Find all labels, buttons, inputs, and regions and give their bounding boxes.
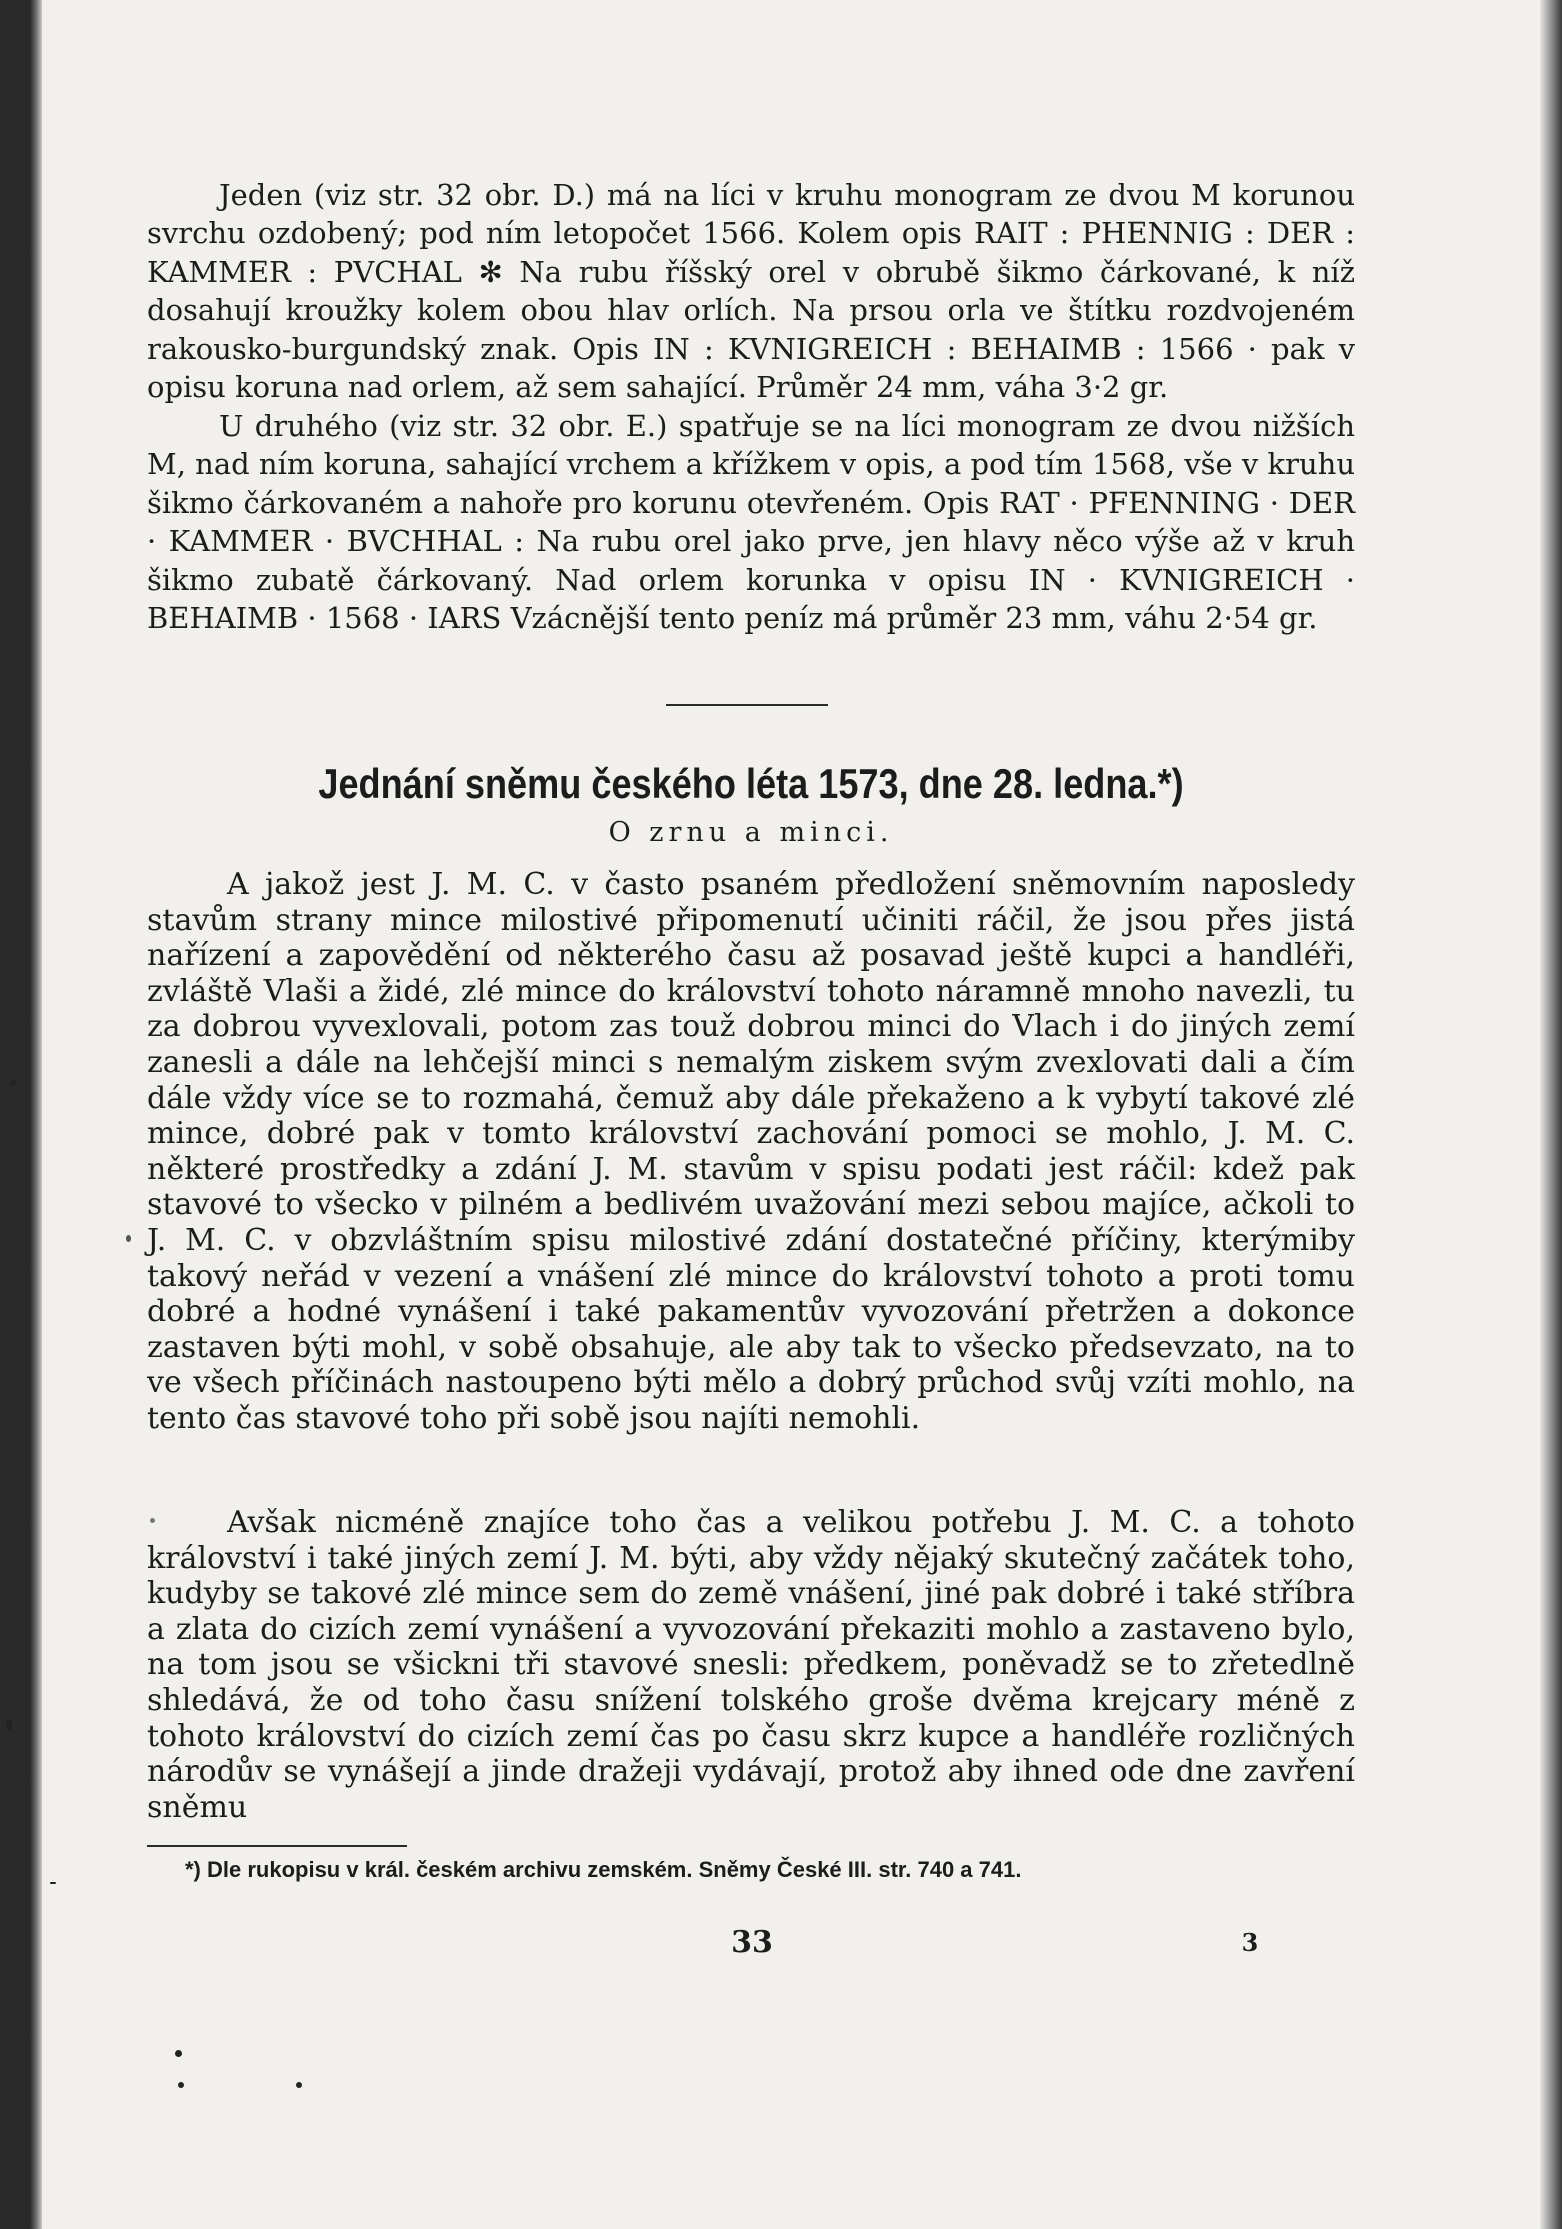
margin-speck [175, 2050, 182, 2057]
footnote: *) Dle rukopisu v král. českém archivu zemském. Sněmy České III. str. 740 a 741. [185, 1857, 1022, 1882]
margin-speck [126, 1235, 131, 1242]
paragraph-coin-1566: Jeden (viz str. 32 obr. D.) má na líci v kruhu monogram ze dvou M korunou svrchu ozdobený; pod ním letopočet 1566. Kolem opis RAIT : PHENNIG : DER : KAMMER : PVCHAL ✻ Na rubu říšský orel v obrubě šikmo čárkované, k níž dosahují kroužky kolem obou hlav orlích. Na prsou orla ve štítku rozdvojeném rakousko-burgundský znak. Opis IN : KVNIGREICH : BEHAIMB : 1566 · pak v opisu koruna nad orlem, až sem sahající. Průměr 24 mm, váha 3·2 gr. [147, 178, 1355, 405]
margin-speck [296, 2082, 302, 2088]
footnote-rule [147, 1845, 407, 1847]
page-edge-shadow [1540, 0, 1562, 2229]
paragraph-coin-1568: U druhého (viz str. 32 obr. E.) spatřuje se na líci monogram ze dvou nižších M, nad ním koruna, sahající vrchem a křížkem v opis, a pod tím 1568, vše v kruhu šikmo čárkovaném a nahoře pro korunu otevřeném. Opis RAT · PFENNING · DER · KAMMER · BVCHHAL : Na rubu orel jako prve, jen hlavy něco výše až v kruh šikmo zubatě čárkovaný. Nad orlem korunka v opisu IN · KVNIGREICH · BEHAIMB · 1568 · IARS Vzácnější tento peníz má průměr 23 mm, váhu 2·54 gr. [147, 409, 1355, 636]
paragraph-main-2: Avšak nicméně znajíce toho čas a velikou potřebu J. M. C. a tohoto království i také jiných zemí J. M. býti, aby vždy nějaký skutečný začátek toho, kudyby se takové zlé mince sem do země vnášení, jiné pak dobré i také stříbra a zlata do cizích zemí vynášení a vyvozování překaziti mohlo a zastaveno bylo, na tom jsou se všickni tři stavové snesli: předkem, poněvadž se to zřetedlně shledává, že od toho času snížení tolského groše dvěma krejcary méně z tohoto království do cizích zemí čas po času skrz kupce a handléře rozličných národův se vynášejí a jinde dražeji vydávají, protož aby ihned ode dne zavření sněmu [147, 1505, 1355, 1825]
margin-speck [150, 1518, 155, 1523]
margin-speck [50, 1882, 56, 1884]
section-divider [666, 704, 828, 706]
section-subheading: O zrnu a minci. [608, 817, 894, 848]
signature-mark: 3 [1241, 1928, 1259, 1957]
section-heading: Jednání sněmu českého léta 1573, dne 28. ledna.*) [318, 760, 1184, 807]
book-spine-shadow [0, 0, 42, 2229]
margin-speck [178, 2082, 184, 2088]
margin-speck [6, 1720, 12, 1730]
page-number: 33 [731, 1925, 773, 1960]
margin-speck [10, 1080, 16, 1086]
paragraph-main-1: A jakož jest J. M. C. v často psaném předložení sněmovním naposledy stavům strany mince milostivé připomenutí učiniti ráčil, že jsou přes jistá nařízení a zapovědění od některého času až posavad ještě kupci a handléři, zvláště Vlaši a židé, zlé mince do království tohoto náramně mnoho navezli, tu za dobrou vyvexlovali, potom zas touž dobrou minci do Vlach i do jiných zemí zanesli a dále na lehčejší minci s nemalým ziskem svým zvexlovati dali a čím dále vždy více se to rozmahá, čemuž aby dále překaženo a k vybytí takové zlé mince, dobré pak v tomto království zachování pomoci se mohlo, J. M. C. některé prostředky a zdání J. M. stavům v spisu podati jest ráčil: kdež pak stavové to všecko v pilném a bedlivém uvažování mezi sebou majíce, ačkoli to J. M. C. v obzvláštním spisu milostivé zdání dostatečné příčiny, kterýmiby takový neřád v vezení a vnášení zlé mince do království tohoto a proti tomu dobré a hodné vynášení i také pakamentův vyvozování přetržen a dokonce zastaven býti mohl, v sobě obsahuje, ale aby tak to všecko předsevzato, na to ve všech příčinách nastoupeno býti mělo a dobrý průchod svůj vzíti mohlo, na tento čas stavové toho při sobě jsou najíti nemohli. [147, 867, 1355, 1436]
